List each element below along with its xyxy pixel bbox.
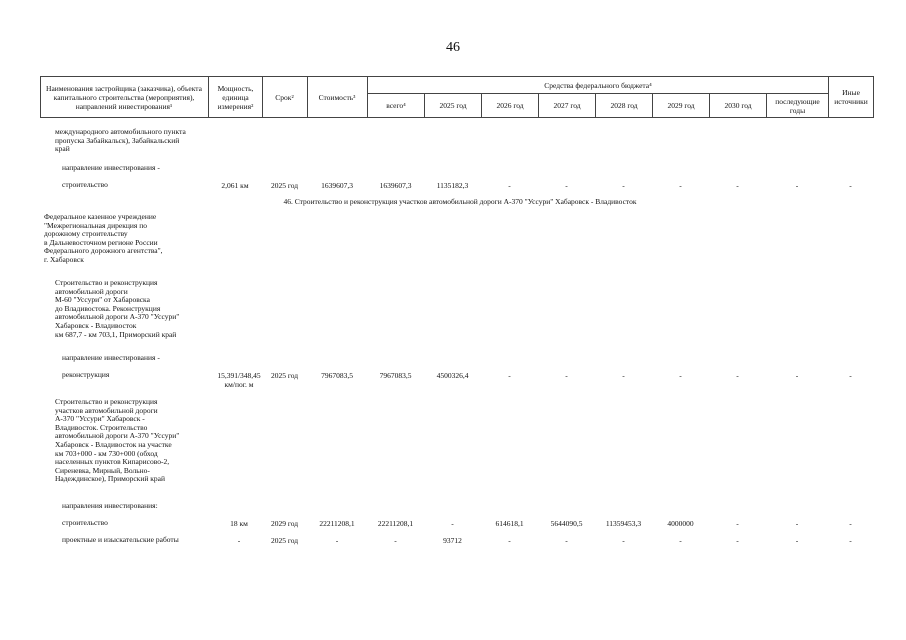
header-term: Срок² [275, 92, 294, 102]
header-year-2025: 2025 год [439, 101, 467, 110]
header-bottom-rule [40, 117, 873, 118]
row-2025: 1135182,3 [436, 181, 469, 190]
row-later: - [795, 536, 799, 545]
object-name-2: Строительство и реконструкция участков автомобильной дороги А-370 "Уссури" Хабаровск - Владивосток. Строительство автомобильной дороги А-370 "Уссури" Хабаровск - Владивосток на участке км 703+000 - км 730+000 (обход населенных пунктов Кипарисово-2, Сиреневка, Мирный, Вольно- Надеждинское), Приморский край [55, 397, 180, 484]
header-other-sources: Иные источники [834, 88, 868, 106]
row-2030: - [736, 181, 739, 190]
header-vrule [40, 76, 41, 118]
row-2030: - [736, 536, 739, 545]
row-2026: - [508, 371, 511, 380]
row-2026: - [508, 181, 511, 190]
row-2029: - [679, 181, 682, 190]
row-2025: - [451, 519, 454, 528]
row-2028: - [622, 181, 625, 190]
row-later: - [795, 371, 799, 380]
header-capacity: Мощность, единица измерения² [217, 83, 254, 111]
row-term: 2025 год [270, 536, 299, 545]
row-2028: - [622, 371, 625, 380]
header-name: Наименования застройщика (заказчика), объекта капитального строительства (мероприятия), направлений инвестирования¹ [46, 83, 202, 111]
header-total: всего⁴ [386, 101, 406, 110]
row-total: 22211208,1 [377, 519, 414, 528]
row-later: - [795, 519, 799, 528]
row-2029: 4000000 [667, 519, 694, 528]
header-year-2030: 2030 год [724, 101, 752, 110]
row-2029: - [679, 371, 682, 380]
invest-direction-label: направление инвестирования - [62, 163, 160, 172]
row-2030: - [736, 371, 739, 380]
invest-direction-label: направления инвестирования: [62, 501, 158, 510]
row-2027: - [565, 371, 568, 380]
row-2026: 614618,1 [495, 519, 524, 528]
row-cost: 1639607,3 [321, 181, 353, 190]
row-cost: - [335, 536, 339, 545]
developer-name: Федеральное казенное учреждение "Межрегиональная дирекция по дорожному строительству в Дальневосточном регионе России Федерального дорожного агентства", г. Хабаровск [44, 212, 163, 264]
header-federal-budget: Средства федерального бюджета⁴ [544, 80, 652, 90]
invest-direction-label: направление инвестирования - [62, 353, 160, 362]
header-later-years: последующие годы [775, 96, 820, 115]
header-year-2028: 2028 год [610, 101, 638, 110]
row-total: 1639607,3 [379, 181, 412, 190]
page-number: 46 [446, 40, 460, 55]
row-term: 2029 год [270, 519, 299, 528]
row-2025: 4500326,4 [436, 371, 469, 380]
row-2027: 5644090,5 [550, 519, 583, 528]
row-2028: - [622, 536, 625, 545]
header-year-2027: 2027 год [553, 101, 581, 110]
section-title: 46. Строительство и реконструкция участков автомобильной дороги А-370 "Уссури" Хабаровск - Владивосток [283, 197, 637, 206]
row-2027: - [565, 181, 568, 190]
row-capacity: 18 км [230, 519, 248, 528]
row-other: - [849, 536, 852, 545]
row-cost: 7967083,5 [321, 371, 353, 380]
header-year-2029: 2029 год [667, 101, 695, 110]
row-name: проектные и изыскательские работы [62, 535, 179, 544]
row-name: строительство [62, 180, 108, 189]
continued-object-name: международного автомобильного пункта пропуска Забайкальск), Забайкальский край [55, 127, 186, 154]
row-name: строительство [62, 518, 108, 527]
row-cost: 22211208,1 [319, 519, 355, 528]
row-2030: - [736, 519, 739, 528]
row-2029: - [679, 536, 682, 545]
row-2028: 11359453,3 [605, 519, 642, 528]
row-term: 2025 год [270, 371, 299, 380]
header-year-2026: 2026 год [496, 101, 524, 110]
row-other: - [849, 371, 852, 380]
row-other: - [849, 519, 852, 528]
header-vrule [873, 76, 874, 118]
object-name-1: Строительство и реконструкция автомобильной дороги М-60 "Уссури" от Хабаровска до Владивостока. Реконструкция автомобильной дороги А-370 "Уссури" Хабаровск - Владивосток км 687,7 - км 703,1, Приморский край [55, 278, 180, 339]
row-other: - [849, 181, 852, 190]
row-name: реконструкция [62, 370, 110, 379]
row-2027: - [565, 536, 568, 545]
row-2025: 93712 [443, 536, 462, 545]
header-vrule [208, 76, 209, 118]
row-capacity: - [237, 536, 241, 545]
header-cost: Стоимость³ [318, 92, 356, 102]
row-later: - [795, 181, 799, 190]
row-total: - [394, 536, 397, 545]
row-2026: - [508, 536, 511, 545]
row-total: 7967083,5 [379, 371, 412, 380]
row-capacity: 2,061 км [221, 181, 249, 190]
row-capacity: 15,391/348,45 км/пог. м [217, 371, 261, 389]
row-term: 2025 год [270, 181, 299, 190]
